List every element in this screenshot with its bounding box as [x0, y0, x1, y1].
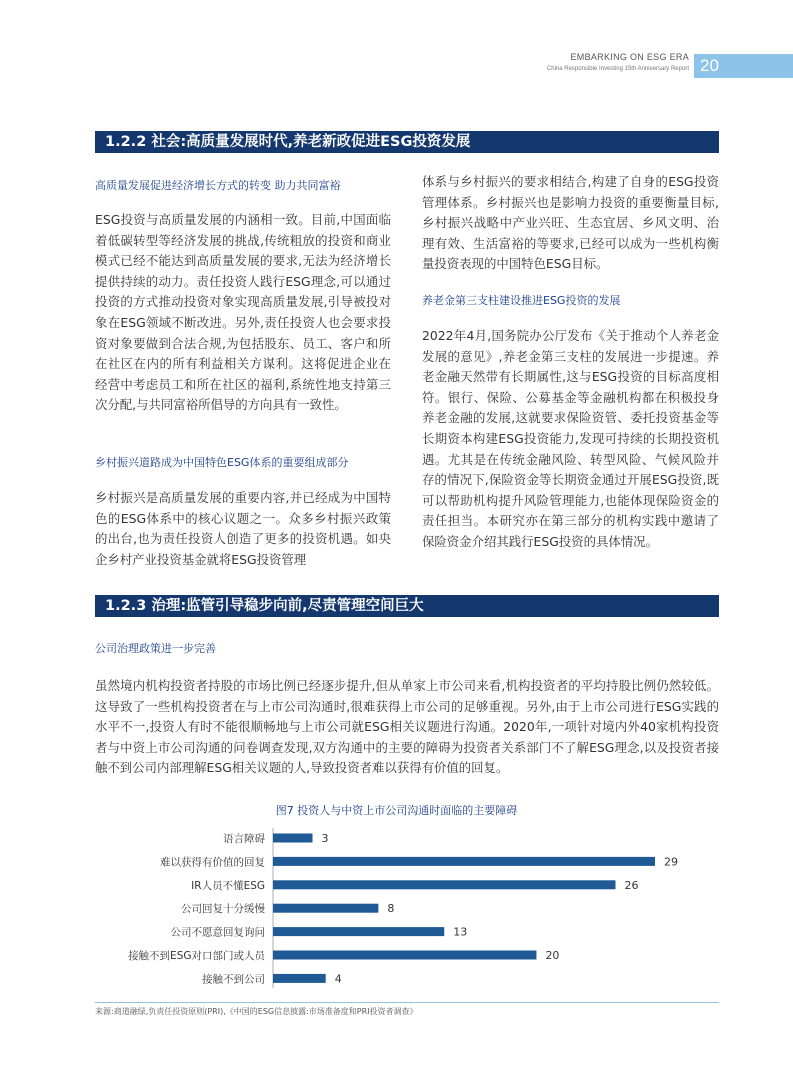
subheading-corporate-governance: 公司治理政策进一步完善 — [95, 642, 216, 655]
subheading-high-quality: 高质量发展促进经济增长方式的转变 助力共同富裕 — [95, 179, 341, 192]
report-title: EMBARKING ON ESG ERA — [570, 52, 689, 62]
chart-category-label: 语言障碍 — [223, 833, 265, 845]
source-note: 来源:商道融绿,负责任投资原则(PRI),《中国的ESG信息披露:市场准备度和PRI投资者调查》 — [95, 1007, 418, 1016]
chart-value-label: 4 — [334, 972, 342, 986]
chart-category-label: 公司回复十分缓慢 — [181, 903, 265, 916]
chart-bar — [273, 857, 655, 866]
report-subtitle: China Responsible Investing 15th Anniversary Report — [546, 66, 689, 72]
chart-title: 图7 投资人与中资上市公司沟通时面临的主要障碍 — [275, 804, 518, 817]
subheading-rural-revitalization: 乡村振兴道路成为中国特色ESG体系的重要组成部分 — [95, 456, 349, 469]
paragraph-governance: 虽然境内机构投资者持股的市场比例已经逐步提升,但从单家上市公司来看,机构投资者的平均持股比例仍然较低。这导致了一些机构投资者在与上市公司沟通时,很难获得上市公司的足够重视。另外,由于上市公司进行ESG实践的水平不一,投资人有时不能很顺畅地与上市公司就ESG相关议题进行沟通。2020年,一项针对境内外40家机构投资者与中资上市公司沟通的问卷调查发现,双方沟通中的主要的障碍为投资者关系部门不了解ESG理念,以及投资者接触不到公司内部理解ESG相关议题的人,导致投资者难以获得有价值的回复。 — [95, 678, 719, 776]
chart-value-label: 20 — [545, 949, 560, 962]
chart-value-label: 3 — [321, 832, 329, 845]
chart-bar — [273, 951, 536, 960]
chart-bar — [273, 834, 313, 843]
subheading-pension-third-pillar: 养老金第三支柱建设推进ESG投资的发展 — [422, 294, 621, 307]
chart-category-label: 接触不到ESG对口部门或人员 — [128, 950, 265, 962]
chart-category-label: 难以获得有价值的回复 — [160, 856, 265, 869]
chart-value-label: 13 — [453, 925, 468, 939]
paragraph-rural-revitalization: 乡村振兴是高质量发展的重要内容,并已经成为中国特色的ESG体系中的核心议题之一。众多乡村振兴政策的出台,也为责任投资人创造了更多的投资机遇。如央企乡村产业投资基金就将ESG投资管理 — [95, 490, 391, 567]
chart-value-label: 8 — [387, 902, 395, 916]
section-title-governance: 1.2.3 治理:监管引导稳步向前,尽责管理空间巨大 — [95, 595, 719, 617]
chart-value-label: 29 — [664, 855, 678, 869]
chart-bar — [273, 974, 326, 983]
source-divider — [95, 1002, 719, 1003]
chart-value-label: 26 — [624, 878, 639, 892]
page-number: 20 — [694, 54, 793, 78]
chart-category-label: IR人员不懂ESG — [191, 879, 265, 892]
chart-category-label: 接触不到公司 — [202, 973, 265, 986]
chart-category-label: 公司不愿意回复询问 — [170, 926, 265, 939]
paragraph-rural-esg-system: 体系与乡村振兴的要求相结合,构建了自身的ESG投资管理体系。乡村振兴也是影响力投资的重要衡量目标,乡村振兴战略中产业兴旺、生态宜居、乡风文明、治理有效、生活富裕的等要求,已经可以成为一些机构衡量投资表现的中国特色ESG目标。 — [422, 174, 719, 272]
section-title-social: 1.2.2 社会:高质量发展时代,养老新政促进ESG投资发展 — [95, 131, 719, 153]
paragraph-esg-high-quality: ESG投资与高质量发展的内涵相一致。目前,中国面临着低碳转型等经济发展的挑战,传统粗放的投资和商业模式已经不能达到高质量发展的要求,无法为经济增长提供持续的动力。责任投资人践行ESG理念,可以通过投资的方式推动投资对象实现高质量发展,引导被投对象在ESG领域不断改进。另外,责任投资人也会要求投资对象要做到合法合规,为包括股东、员工、客户和所在社区在内的所有利益相关方谋利。这将促进企业在经营中考虑员工和所在社区的福利,系统性地支持第三次分配,与共同富裕所倡导的方向具有一致性。 — [95, 212, 391, 413]
paragraph-pension: 2022年4月,国务院办公厅发布《关于推动个人养老金发展的意见》,养老金第三支柱的发展进一步提速。养老金融天然带有长期属性,这与ESG投资的目标高度相符。银行、保险、公募基金等金融机构都在积极投身养老金融的发展,这就要求保险资管、委托投资基金等长期资本构建ESG投资能力,发现可持续的长期投资机遇。尤其是在传统金融风险、转型风险、气候风险并存的情况下,保险资金等长期资金通过开展ESG投资,既可以帮助机构提升风险管理能力,也能体现保险资金的责任担当。本研究亦在第三部分的机构实践中邀请了保险资金介绍其践行ESG投资的具体情况。 — [422, 328, 719, 549]
chart-bar — [273, 880, 615, 889]
chart-bar — [273, 904, 378, 913]
chart-bar — [273, 927, 444, 936]
